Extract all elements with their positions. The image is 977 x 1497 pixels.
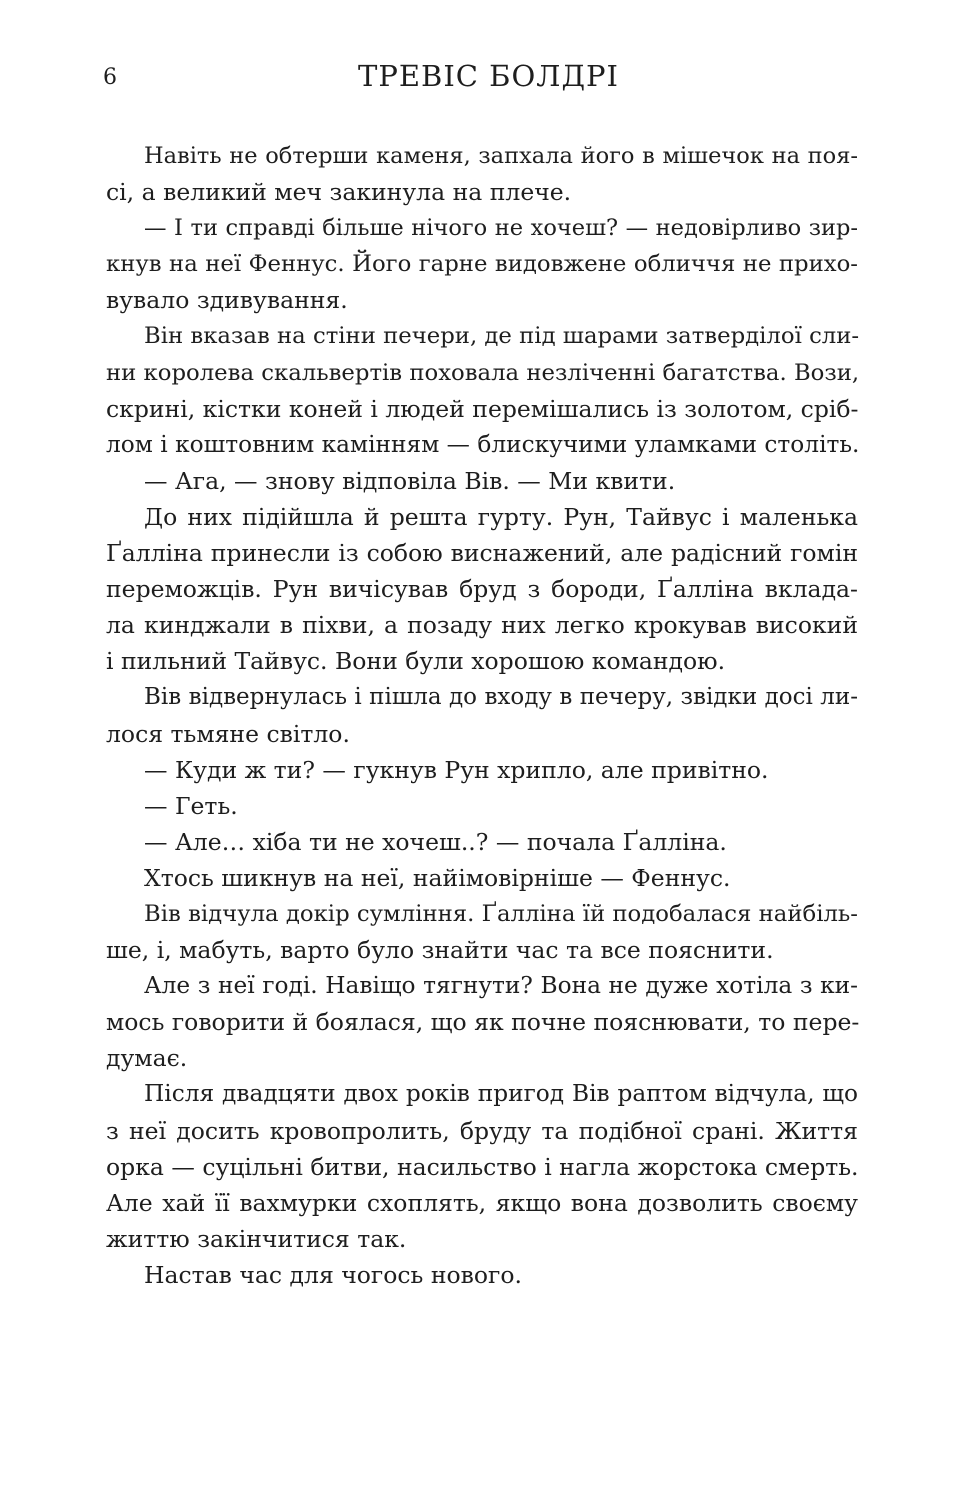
text-line: Але з неї годі. Навіщо тягнути? Вона не дуже хотіла з ки- xyxy=(144,972,858,1000)
text-line: лося тьмяне світло. xyxy=(106,719,350,748)
text-line: — Але… хіба ти не хочеш..? — почала Ґалліна. xyxy=(144,827,727,856)
text-line: Ґалліна принесли із собою виснажений, але радісний гомін xyxy=(106,539,858,568)
body-text xyxy=(106,138,858,1293)
text-line: Але хай її вахмурки схоплять, якщо вона дозволить своєму xyxy=(106,1188,858,1217)
text-line: життю закінчитися так. xyxy=(106,1224,407,1253)
text-line: переможців. Рун вичісував бруд з бороди, Ґалліна вклада- xyxy=(106,575,858,604)
text-line: ла кинджали в піхви, а позаду них легко крокував високий xyxy=(106,611,858,640)
running-head-author: ТРЕВІС БОЛДРІ xyxy=(357,59,620,93)
text-line: з неї досить кровопролить, бруду та подібної срані. Життя xyxy=(106,1116,858,1145)
text-line: сі, а великий меч закинула на плече. xyxy=(106,178,572,207)
text-line: Вів відвернулась і пішла до входу в печеру, звідки досі ли- xyxy=(144,684,858,711)
text-line: — Геть. xyxy=(144,791,238,820)
text-line: Настав час для чогось нового. xyxy=(144,1260,522,1289)
text-line: кнув на неї Феннус. Його гарне видовжене обличчя не прихо- xyxy=(106,251,858,278)
text-line: ше, і, мабуть, варто було знайти час та все пояснити. xyxy=(106,936,774,965)
text-line: — Ага, — знову відповіла Вів. — Ми квити. xyxy=(144,466,676,495)
text-line: ни королева скальвертів поховала незліченні багатства. Вози, xyxy=(106,359,860,386)
text-line: вувало здивування. xyxy=(106,286,348,315)
text-line: і пильний Тайвус. Вони були хорошою командою. xyxy=(106,647,726,676)
text-line: мось говорити й боялася, що як почне пояснювати, то пере- xyxy=(106,1008,860,1037)
text-line: Після двадцяти двох років пригод Вів раптом відчула, що xyxy=(144,1080,858,1108)
text-line: скрині, кістки коней і людей перемішались із золотом, сріб- xyxy=(106,394,859,423)
text-line: — І ти справді більше нічого не хочеш? — недовірливо зир- xyxy=(144,215,858,242)
text-line: думає. xyxy=(106,1044,188,1073)
text-line: Хтось шикнув на неї, найімовірніше — Феннус. xyxy=(144,863,731,892)
text-line: Він вказав на стіни печери, де під шарами затверділої сли- xyxy=(144,323,860,350)
text-line: лом і коштовним камінням — блискучими уламками століть. xyxy=(106,430,860,458)
page-number: 6 xyxy=(103,65,117,90)
text-line: Вів відчула докір сумління. Ґалліна їй подобалася найбіль- xyxy=(144,900,858,927)
text-line: орка — суцільні битви, насильство і нагла жорстока смерть. xyxy=(106,1152,859,1181)
text-line: Навіть не обтерши каменя, запхала його в мішечок на поя- xyxy=(144,143,858,169)
text-line: — Куди ж ти? — гукнув Рун хрипло, але привітно. xyxy=(144,755,769,784)
text-line: До них підійшла й решта гурту. Рун, Тайвус і маленька xyxy=(144,502,858,531)
